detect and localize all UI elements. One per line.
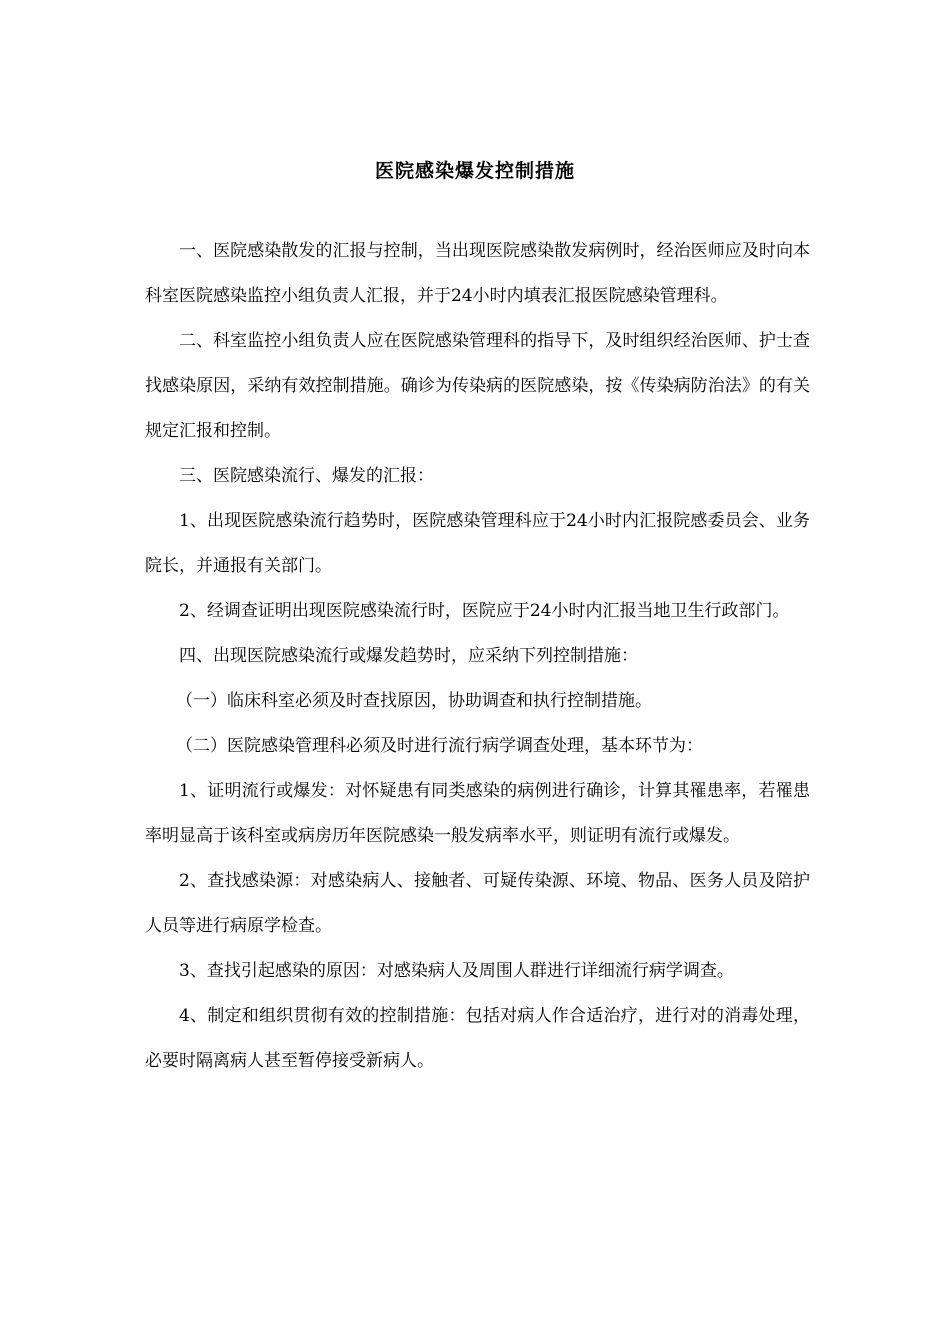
document-title: 医院感染爆发控制措施 xyxy=(374,160,575,182)
paragraph-4: 1、出现医院感染流行趋势时，医院感染管理科应于24小时内汇报院感委员会、业务院长，并通报有关部门。 xyxy=(145,511,810,576)
paragraph-7: （一）临床科室必须及时查找原因，协助调查和执行控制措施。 xyxy=(176,691,652,711)
paragraph-1: 一、医院感染散发的汇报与控制，当出现医院感染散发病例时，经治医师应及时向本科室医院感染监控小组负责人汇报，并于24小时内填表汇报医院感染管理科。 xyxy=(145,241,810,306)
paragraph-12: 4、制定和组织贯彻有效的控制措施：包括对病人作合适治疗，进行对的消毒处理，必要时隔离病人甚至暂停接受新病人。 xyxy=(145,1006,810,1071)
paragraph-6: 四、出现医院感染流行或爆发趋势时，应采纳下列控制措施： xyxy=(179,646,638,666)
paragraph-11: 3、查找引起感染的原因：对感染病人及周围人群进行详细流行病学调查。 xyxy=(179,961,734,981)
paragraph-5: 2、经调查证明出现医院感染流行时，医院应于24小时内汇报当地卫生行政部门。 xyxy=(179,601,790,621)
paragraph-9: 1、证明流行或爆发：对怀疑患有同类感染的病例进行确诊，计算其罹患率，若罹患率明显高于该科室或病房历年医院感染一般发病率水平，则证明有流行或爆发。 xyxy=(145,781,810,846)
paragraph-2: 二、科室监控小组负责人应在医院感染管理科的指导下，及时组织经治医师、护士查找感染原因，采纳有效控制措施。确诊为传染病的医院感染，按《传染病防治法》的有关规定汇报和控制。 xyxy=(145,331,810,441)
paragraph-8: （二）医院感染管理科必须及时进行流行病学调查处理，基本环节为： xyxy=(176,736,703,756)
paragraph-3: 三、医院感染流行、爆发的汇报： xyxy=(179,466,434,486)
paragraph-10: 2、查找感染源：对感染病人、接触者、可疑传染源、环境、物品、医务人员及陪护人员等进行病原学检查。 xyxy=(145,871,810,936)
document-body xyxy=(145,229,810,1084)
